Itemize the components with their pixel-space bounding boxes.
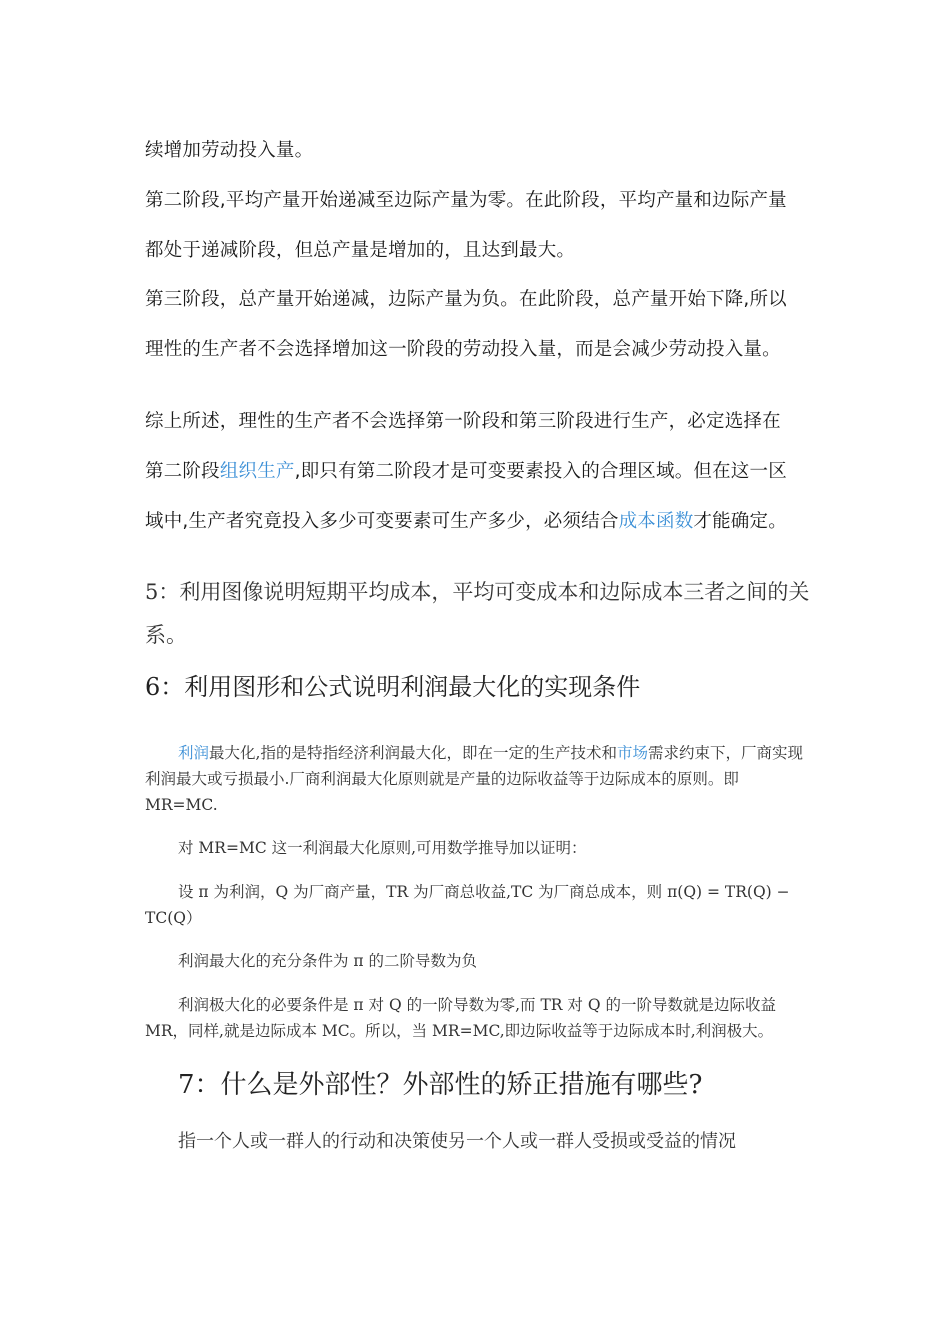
externality-definition: 指一个人或一群人的行动和决策使另一个人或一群人受损或受益的情况	[178, 1131, 736, 1152]
text-line: 续增加劳动投入量。	[145, 140, 314, 161]
text-segment: 需求约束下，厂商实现利润最大或亏损最小.厂商利润最大化原则就是产量的边际收益等于边际成本的原则。即 MR=MC.	[145, 744, 803, 814]
link-cost-function[interactable]: 成本函数	[618, 511, 694, 532]
text-segment: 域中,生产者究竟投入多少可变要素可生产多少，必须结合	[145, 511, 619, 532]
text-segment: 才能确定。	[693, 511, 787, 532]
text-line: 第二阶段,平均产量开始递减至边际产量为零。在此阶段，平均产量和边际产量	[145, 190, 787, 211]
proof-intro-paragraph: 对 MR=MC 这一利润最大化原则,可用数学推导加以证明：	[178, 839, 587, 857]
text-segment: ,即只有第二阶段才是可变要素投入的合理区域。但在这一区	[294, 461, 787, 482]
question-6-heading: 6：利用图形和公式说明利润最大化的实现条件	[145, 673, 641, 701]
text-line: 都处于递减阶段，但总产量是增加的，且达到最大。	[145, 240, 576, 261]
link-organize-production[interactable]: 组织生产	[219, 461, 295, 482]
question-5-heading: 5：利用图像说明短期平均成本，平均可变成本和边际成本三者之间的关系。	[145, 580, 810, 647]
text-line	[145, 497, 810, 547]
link-market[interactable]: 市场	[616, 744, 648, 762]
necessary-condition-paragraph: 利润极大化的必要条件是 π 对 Q 的一阶导数为零,而 TR 对 Q 的一阶导数就是边际收益 MR，同样,就是边际成本 MC。所以，当 MR=MC,即边际收益等于边际成本时,利润极大。	[145, 996, 776, 1040]
profit-max-paragraph	[145, 740, 810, 818]
question-7-heading: 7：什么是外部性？外部性的矫正措施有哪些?	[178, 1070, 703, 1100]
text-line: 综上所述，理性的生产者不会选择第一阶段和第三阶段进行生产，必定选择在	[145, 411, 781, 432]
text-segment: 最大化,指的是特指经济利润最大化，即在一定的生产技术和	[209, 744, 617, 762]
sufficient-condition-paragraph: 利润最大化的充分条件为 π 的二阶导数为负	[178, 952, 478, 970]
link-profit[interactable]: 利润	[178, 744, 210, 762]
definition-paragraph: 设 π 为利润，Q 为厂商产量，TR 为厂商总收益,TC 为厂商总成本，则 π(Q) = TR(Q) − TC(Q）	[145, 883, 790, 927]
text-line: 理性的生产者不会选择增加这一阶段的劳动投入量，而是会减少劳动投入量。	[145, 339, 781, 360]
text-segment: 第二阶段	[145, 461, 220, 482]
text-line: 第三阶段，总产量开始递减，边际产量为负。在此阶段，总产量开始下降,所以	[145, 289, 787, 310]
text-line	[145, 447, 810, 497]
